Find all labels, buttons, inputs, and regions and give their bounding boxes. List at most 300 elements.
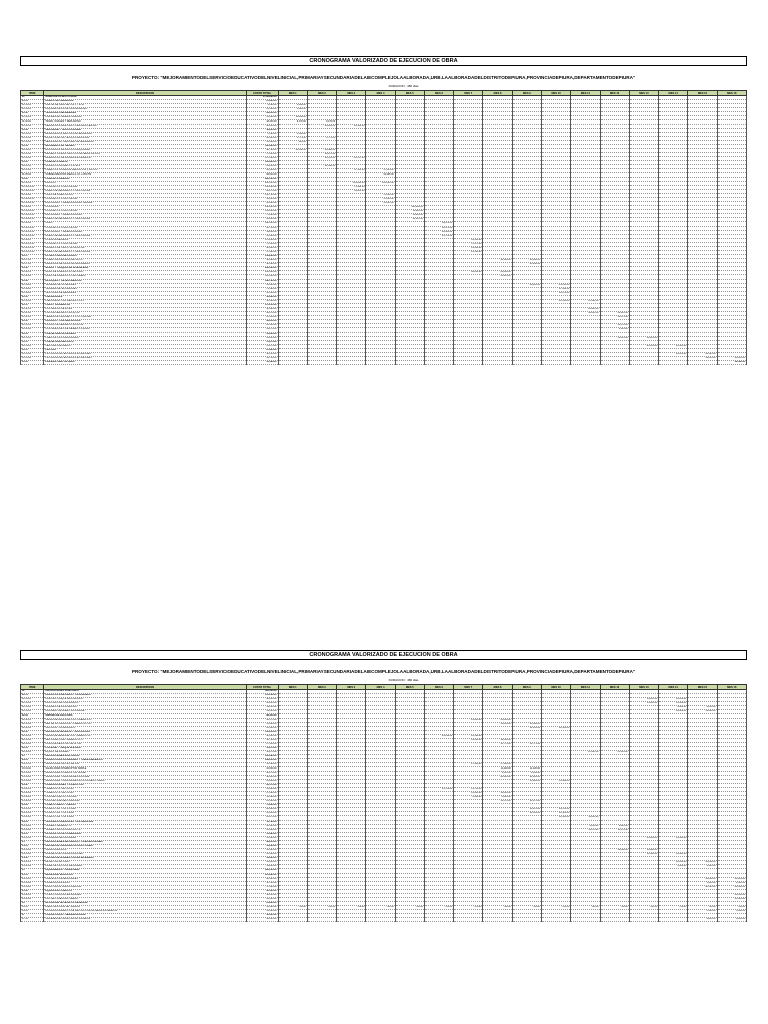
month-value-cell: 9,200.00 bbox=[688, 918, 717, 922]
item-code-cell: 01.01.01 bbox=[21, 104, 44, 108]
month-value-cell bbox=[424, 918, 453, 922]
month-value-cell: 45,727.00 bbox=[337, 157, 366, 161]
month-value-cell: 9,210.00 bbox=[571, 824, 600, 828]
total-cost-cell: 50,870.00 bbox=[246, 751, 278, 755]
total-cost-cell: 18,760.00 bbox=[246, 881, 278, 885]
month-value-cell: 29,930.00 bbox=[424, 230, 453, 234]
item-code-cell: 04.02.02 bbox=[21, 865, 44, 869]
month-value-cell: 13,440.00 bbox=[629, 702, 658, 706]
month-value-cell: 24,465.00 bbox=[512, 775, 541, 779]
item-code-cell: 01.12 bbox=[21, 320, 44, 324]
total-cost-cell: 984,530.00 bbox=[246, 177, 278, 181]
total-cost-cell: 22,840.00 bbox=[246, 767, 278, 771]
item-code-cell: 02.03.01 bbox=[21, 734, 44, 738]
description-cell: CIELORRASO CON MEZCLA C:A 1:5 bbox=[44, 299, 246, 303]
column-header: MES 5 bbox=[395, 685, 424, 690]
month-value-cell: 34,210.00 bbox=[688, 877, 717, 881]
month-value-cell bbox=[629, 361, 658, 365]
description-cell: PINTURA bbox=[44, 348, 246, 352]
column-header: MES 11 bbox=[571, 91, 600, 96]
item-code-cell: 01.06.04 bbox=[21, 222, 44, 226]
description-cell: ENCOFRADO Y DESENCOFRADO NORMAL bbox=[44, 202, 246, 206]
item-code-cell: 01.08 bbox=[21, 267, 44, 271]
item-code-cell: 01.06.02.01 bbox=[21, 197, 44, 201]
month-value-cell: 21,085.00 bbox=[454, 718, 483, 722]
total-cost-cell: 2,540,890.00 bbox=[246, 96, 278, 100]
description-cell: DETECTOR DE HUMO bbox=[44, 861, 246, 865]
description-cell: CONDUCTOR THW 6 MM2 bbox=[44, 816, 246, 820]
total-cost-cell: 51,270.00 bbox=[246, 344, 278, 348]
description-cell: SALIDAS PARA ALUMBRADO Y TOMACORRIENTES bbox=[44, 759, 246, 763]
month-value-cell: 780.00 bbox=[483, 906, 512, 910]
description-cell: SOBRECIMIENTOS MEZCLA 1:8 + 25% PM bbox=[44, 173, 246, 177]
month-value-cell: 71,190.00 bbox=[337, 185, 366, 189]
description-cell: TRABAJOS PRELIMINARES bbox=[44, 112, 246, 116]
total-cost-cell: 4,680.00 bbox=[246, 104, 278, 108]
description-cell: ACONDICIONAMIENTO DE DEPOSITO DE MATERIAL EXCEDENTE bbox=[44, 910, 246, 914]
item-code-cell: 05.01.03 bbox=[21, 885, 44, 889]
month-value-cell: 9,200.00 bbox=[717, 918, 746, 922]
column-header: MES 6 bbox=[424, 685, 453, 690]
month-value-cell bbox=[483, 918, 512, 922]
month-value-cell: 780.00 bbox=[278, 906, 307, 910]
description-cell: SEGURIDAD Y SALUD EN OBRA bbox=[44, 128, 246, 132]
month-value-cell bbox=[366, 918, 395, 922]
description-cell: CAJA DE PASE RECTANGULAR bbox=[44, 800, 246, 804]
item-code-cell: 01.06.04.03 bbox=[21, 234, 44, 238]
month-value-cell: 11,570.00 bbox=[512, 800, 541, 804]
item-code-cell: 01.08.02 bbox=[21, 275, 44, 279]
total-cost-cell: 25,800.00 bbox=[246, 100, 278, 104]
month-value-cell: 780.00 bbox=[571, 906, 600, 910]
month-value-cell: 1,320.00 bbox=[278, 108, 307, 112]
item-code-cell: 01.07.02 bbox=[21, 263, 44, 267]
month-value-cell: 49,380.00 bbox=[278, 149, 307, 153]
column-header: MES 11 bbox=[571, 685, 600, 690]
month-value-cell: 15,730.00 bbox=[454, 787, 483, 791]
description-cell: ENCOFRADO Y DESENCOFRADO bbox=[44, 214, 246, 218]
total-cost-cell: 96,380.00 bbox=[246, 259, 278, 263]
item-code-cell: 04.02 bbox=[21, 857, 44, 861]
month-value-cell: 25,435.00 bbox=[600, 751, 629, 755]
total-cost-cell: 31,390.00 bbox=[246, 836, 278, 840]
month-value-cell: 19,360.00 bbox=[483, 738, 512, 742]
month-value-cell: 11,635.00 bbox=[541, 816, 570, 820]
item-code-cell: 02.01.03 bbox=[21, 706, 44, 710]
month-value-cell bbox=[337, 918, 366, 922]
item-code-cell: 05.02.02 bbox=[21, 897, 44, 901]
item-code-cell: 06 bbox=[21, 902, 44, 906]
month-value-cell: 1,775.00 bbox=[278, 136, 307, 140]
column-header: MES 14 bbox=[659, 685, 688, 690]
month-value-cell: 24,465.00 bbox=[483, 775, 512, 779]
month-value-cell: 780.00 bbox=[512, 906, 541, 910]
description-cell: CANALIZACIONES Y CONDUCTOS bbox=[44, 783, 246, 787]
total-cost-cell: 39,710.00 bbox=[246, 357, 278, 361]
column-header: DESCRIPCION bbox=[44, 685, 246, 690]
description-cell: LIMPIEZA FINAL DE OBRA bbox=[44, 361, 246, 365]
month-value-cell: 780.00 bbox=[395, 906, 424, 910]
item-code-cell: 02.03.03 bbox=[21, 743, 44, 747]
item-code-cell: 06.02 bbox=[21, 910, 44, 914]
item-code-cell: 03.04.01 bbox=[21, 824, 44, 828]
item-code-cell: 01.10 bbox=[21, 295, 44, 299]
item-code-cell: 01.01 bbox=[21, 100, 44, 104]
month-value-cell bbox=[541, 361, 570, 365]
item-code-cell: 03.03.02 bbox=[21, 812, 44, 816]
description-cell: ACERO DE REFUERZO FY=4200 KG/CM2 bbox=[44, 189, 246, 193]
month-value-cell: 19,900.00 bbox=[688, 710, 717, 714]
item-code-cell: 04.01 bbox=[21, 844, 44, 848]
item-code-cell: 01.05 bbox=[21, 161, 44, 165]
description-cell: SALIDA PARA TOMACORRIENTE DOBLE bbox=[44, 775, 246, 779]
schedule-table bbox=[20, 90, 747, 365]
month-value-cell: 780.00 bbox=[688, 906, 717, 910]
total-cost-cell: 112,640.00 bbox=[246, 210, 278, 214]
column-header: MES 9 bbox=[512, 91, 541, 96]
total-cost-cell: 164,520.00 bbox=[246, 271, 278, 275]
month-value-cell: 29,415.00 bbox=[307, 124, 336, 128]
total-cost-cell: 23,140.00 bbox=[246, 800, 278, 804]
month-value-cell: 9,170.00 bbox=[307, 120, 336, 124]
description-cell: SOLADOS CONCRETO 1:12 E=4" bbox=[44, 165, 246, 169]
month-value-cell: 47,155.00 bbox=[337, 169, 366, 173]
table-body bbox=[21, 96, 747, 365]
description-cell: ZOCALO DE CERAMICO 30X30 CM bbox=[44, 324, 246, 328]
project-name: PROYECTO: "MEJORAMIENTODELSERVICIOEDUCATIVODELNIVELINICIAL,PRIMARIAYSECUNDARIADELAIECOMPLEJOLAALBORADA,URB.LAALBORADADELDISTRITODEPIURA,PROVINCIADEPIURA,DEPARTAMENTODEPIURA" bbox=[131, 669, 636, 674]
total-cost-cell: 48,920.00 bbox=[246, 246, 278, 250]
total-cost-cell: 42,380.00 bbox=[246, 299, 278, 303]
month-value-cell: 9,380.00 bbox=[717, 881, 746, 885]
total-cost-cell: 31,390.00 bbox=[246, 832, 278, 836]
item-code-cell: 01.06.05 bbox=[21, 238, 44, 242]
month-value-cell: 25,765.00 bbox=[424, 234, 453, 238]
item-code-cell: 01.06.01.02 bbox=[21, 189, 44, 193]
total-cost-cell: 41,760.00 bbox=[246, 820, 278, 824]
month-value-cell: 12,575.00 bbox=[600, 316, 629, 320]
total-cost-cell: 68,810.00 bbox=[246, 173, 278, 177]
item-code-cell: 01.08.01 bbox=[21, 271, 44, 275]
total-cost-cell: 46,480.00 bbox=[246, 263, 278, 267]
total-cost-cell: 92,470.00 bbox=[246, 312, 278, 316]
total-cost-cell: 50,870.00 bbox=[246, 747, 278, 751]
month-value-cell bbox=[366, 361, 395, 365]
month-value-cell: 780.00 bbox=[600, 906, 629, 910]
sheet-title: CRONOGRAMA VALORIZADO DE EJECUCION DE OBRA bbox=[20, 650, 747, 660]
description-cell: INSTALACIONES ELECTRICAS bbox=[44, 755, 246, 759]
column-header: MES 9 bbox=[512, 685, 541, 690]
month-value-cell: 24,460.00 bbox=[454, 246, 483, 250]
description-cell: CAJAS DE REGISTRO DE 12"X24" bbox=[44, 743, 246, 747]
item-code-cell: 02.02.03 bbox=[21, 726, 44, 730]
item-code-cell: 02.01.04 bbox=[21, 710, 44, 714]
item-code-cell: 01.09 bbox=[21, 279, 44, 283]
total-cost-cell: 74,190.00 bbox=[246, 287, 278, 291]
column-header: MES 12 bbox=[600, 91, 629, 96]
month-value-cell: 9,820.00 bbox=[688, 706, 717, 710]
month-value-cell: 48,640.00 bbox=[717, 893, 746, 897]
total-cost-cell: 38,240.00 bbox=[246, 698, 278, 702]
item-code-cell: 01.12.01 bbox=[21, 324, 44, 328]
description-cell: SALIDA PARA CENTRO DE LUZ bbox=[44, 763, 246, 767]
description-cell: ELABORACION DEL PLAN DE SEGURIDAD bbox=[44, 132, 246, 136]
item-code-cell: 01.15 bbox=[21, 348, 44, 352]
month-value-cell: 19,120.00 bbox=[629, 698, 658, 702]
month-value-cell: 43,210.00 bbox=[541, 283, 570, 287]
description-cell: ARTEFACTOS DE ILUMINACION bbox=[44, 832, 246, 836]
item-code-cell: 01.14 bbox=[21, 340, 44, 344]
description-cell: ESCRITORIOS PARA DOCENTES bbox=[44, 885, 246, 889]
month-value-cell: 47,155.00 bbox=[366, 169, 395, 173]
month-value-cell bbox=[600, 918, 629, 922]
month-value-cell: 48,190.00 bbox=[483, 259, 512, 263]
total-cost-cell: 18,400.00 bbox=[246, 914, 278, 918]
month-value-cell: 78,360.00 bbox=[366, 193, 395, 197]
description-cell: TABLERO DE DISTRIBUCION TD bbox=[44, 828, 246, 832]
item-code-cell: 02.04.01 bbox=[21, 751, 44, 755]
description-cell: MURO DE LADRILLO KK DE SOGA bbox=[44, 271, 246, 275]
month-value-cell: 27,180.00 bbox=[454, 763, 483, 767]
total-cost-cell: 64,830.00 bbox=[246, 336, 278, 340]
column-header: MES 4 bbox=[366, 91, 395, 96]
description-cell: CISTERNA Y TANQUE ELEVADO bbox=[44, 747, 246, 751]
month-value-cell: 15,630.00 bbox=[512, 722, 541, 726]
month-value-cell bbox=[307, 918, 336, 922]
total-cost-cell: 39,800.00 bbox=[246, 710, 278, 714]
description-cell: LOSAS ALIGERADAS bbox=[44, 238, 246, 242]
month-value-cell: 105,225.00 bbox=[366, 181, 395, 185]
description-cell: EQUIPO DE BOMBEO bbox=[44, 751, 246, 755]
total-cost-cell: 112,650.00 bbox=[246, 730, 278, 734]
month-value-cell: 13,695.00 bbox=[483, 791, 512, 795]
month-value-cell: 6,090.00 bbox=[454, 796, 483, 800]
item-code-cell: 01.13.01 bbox=[21, 336, 44, 340]
total-cost-cell: 12,270.00 bbox=[246, 328, 278, 332]
description-cell: CIELORRASOS bbox=[44, 295, 246, 299]
item-code-cell: 01.02.01 bbox=[21, 116, 44, 120]
description-cell: ENCOFRADO Y DESENCOFRADO bbox=[44, 230, 246, 234]
description-cell: RED COLECTORA TUBERIA PVC 4" bbox=[44, 738, 246, 742]
month-value-cell: 19,360.00 bbox=[454, 738, 483, 742]
total-cost-cell: 312,480.00 bbox=[246, 144, 278, 148]
item-code-cell: 01.03 bbox=[21, 128, 44, 132]
total-cost-cell: 103,910.00 bbox=[246, 275, 278, 279]
total-cost-cell: 98,640.00 bbox=[246, 840, 278, 844]
item-code-cell: 01.06.03.02 bbox=[21, 214, 44, 218]
description-cell: CAPACITACION Y SENSIBILIZACION bbox=[44, 914, 246, 918]
item-code-cell: 03.02.02 bbox=[21, 791, 44, 795]
month-value-cell: 3,500.00 bbox=[278, 132, 307, 136]
month-value-cell: 12,480.00 bbox=[278, 116, 307, 120]
total-cost-cell: 12,480.00 bbox=[246, 116, 278, 120]
description-cell: MITIGACION DE IMPACTO AMBIENTAL bbox=[44, 902, 246, 906]
month-value-cell: 13,695.00 bbox=[454, 791, 483, 795]
item-code-cell: 01.03.01 bbox=[21, 132, 44, 136]
month-value-cell: 19,855.00 bbox=[688, 357, 717, 361]
item-code-cell: 02.01.01 bbox=[21, 698, 44, 702]
month-value-cell: 6,190.00 bbox=[717, 910, 746, 914]
month-value-cell: 15,630.00 bbox=[483, 722, 512, 726]
total-cost-cell: 31,460.00 bbox=[246, 787, 278, 791]
description-cell: TRAZO, NIVELES Y REPLANTEO bbox=[44, 120, 246, 124]
total-cost-cell: 23,840.00 bbox=[246, 779, 278, 783]
month-value-cell: 19,900.00 bbox=[659, 710, 688, 714]
description-cell: CONCRETO SIMPLE bbox=[44, 161, 246, 165]
item-code-cell: 05.01 bbox=[21, 873, 44, 877]
month-value-cell: 25,635.00 bbox=[629, 344, 658, 348]
column-header: MES 2 bbox=[307, 91, 336, 96]
item-code-cell: 02.03.02 bbox=[21, 738, 44, 742]
item-code-cell: 01.05.02 bbox=[21, 169, 44, 173]
month-value-cell: 9,380.00 bbox=[688, 881, 717, 885]
description-cell: CONCRETO F'C=210 KG/CM2 bbox=[44, 242, 246, 246]
item-code-cell: 03.04.02 bbox=[21, 828, 44, 832]
month-value-cell: 15,730.00 bbox=[424, 787, 453, 791]
month-value-cell: 780.00 bbox=[366, 906, 395, 910]
item-code-cell: 03.02.01 bbox=[21, 787, 44, 791]
month-value-cell bbox=[307, 361, 336, 365]
month-value-cell: 12,455.00 bbox=[541, 726, 570, 730]
item-code-cell: 01.01.02 bbox=[21, 108, 44, 112]
month-value-cell: 9,135.00 bbox=[512, 771, 541, 775]
item-code-cell: 01.15.01 bbox=[21, 352, 44, 356]
item-code-cell: 01 bbox=[21, 96, 44, 100]
month-value-cell: 9,170.00 bbox=[278, 120, 307, 124]
month-value-cell: 18,590.00 bbox=[717, 885, 746, 889]
column-header: MES 7 bbox=[454, 91, 483, 96]
description-cell: ZOCALOS Y CONTRAZOCALOS bbox=[44, 320, 246, 324]
total-cost-cell: 124,360.00 bbox=[246, 873, 278, 877]
item-code-cell: 05.02 bbox=[21, 889, 44, 893]
description-cell: CONTRAPISO DE 48 MM bbox=[44, 308, 246, 312]
item-code-cell: 01.06.03.01 bbox=[21, 210, 44, 214]
description-cell: ACERO DE REFUERZO FY=4200 KG/CM2 bbox=[44, 250, 246, 254]
item-code-cell: 01.09.03 bbox=[21, 291, 44, 295]
total-cost-cell: 42,170.00 bbox=[246, 718, 278, 722]
month-value-cell bbox=[659, 361, 688, 365]
total-cost-cell: 12,380.00 bbox=[246, 910, 278, 914]
month-value-cell: 16,080.00 bbox=[600, 849, 629, 853]
description-cell: SALIDA PARA DATA bbox=[44, 849, 246, 853]
item-code-cell: 01.16 bbox=[21, 361, 44, 365]
month-value-cell: 780.00 bbox=[337, 906, 366, 910]
description-cell: OBRAS PROVISIONALES bbox=[44, 100, 246, 104]
month-value-cell: 6,135.00 bbox=[600, 328, 629, 332]
total-cost-cell: 22,840.00 bbox=[246, 165, 278, 169]
column-header: MES 13 bbox=[629, 685, 658, 690]
month-value-cell: 34,405.00 bbox=[366, 173, 395, 177]
item-code-cell: 03.05.01 bbox=[21, 836, 44, 840]
item-code-cell: 01.02.02 bbox=[21, 120, 44, 124]
item-code-cell: 05.02.01 bbox=[21, 893, 44, 897]
month-value-cell: 37,075.00 bbox=[454, 242, 483, 246]
total-cost-cell: 23,270.00 bbox=[246, 816, 278, 820]
total-cost-cell: 386,420.00 bbox=[246, 690, 278, 694]
month-value-cell: 4,680.00 bbox=[278, 104, 307, 108]
total-cost-cell: 54,360.00 bbox=[246, 763, 278, 767]
total-cost-cell: 170,260.00 bbox=[246, 238, 278, 242]
column-header: MES 15 bbox=[688, 685, 717, 690]
total-cost-cell: 94,310.00 bbox=[246, 169, 278, 173]
item-code-cell: 01.11.01 bbox=[21, 308, 44, 312]
month-value-cell: 48,190.00 bbox=[512, 259, 541, 263]
month-value-cell: 16,080.00 bbox=[629, 849, 658, 853]
description-cell: VIGAS DE CIMENTACION bbox=[44, 193, 246, 197]
column-header: MES 16 bbox=[717, 685, 746, 690]
description-cell: EQUIPAMIENTO Y MOBILIARIO bbox=[44, 869, 246, 873]
month-value-cell: 19,855.00 bbox=[717, 357, 746, 361]
sheet-title: CRONOGRAMA VALORIZADO DE EJECUCION DE OBRA bbox=[20, 56, 747, 66]
description-cell: PROYECTORES MULTIMEDIA bbox=[44, 897, 246, 901]
column-header: MES 10 bbox=[541, 685, 570, 690]
month-value-cell: 43,375.00 bbox=[424, 226, 453, 230]
total-cost-cell: 86,750.00 bbox=[246, 226, 278, 230]
description-cell: CIMIENTOS CORRIDOS MEZCLA 1:10 + 30% PG bbox=[44, 169, 246, 173]
total-cost-cell: 48,930.00 bbox=[246, 775, 278, 779]
item-code-cell: 01.11 bbox=[21, 303, 44, 307]
description-cell: RELLENO COMPACTADO CON MATERIAL PROPIO bbox=[44, 153, 246, 157]
total-cost-cell: 48,210.00 bbox=[246, 352, 278, 356]
item-code-cell: 01.14.01 bbox=[21, 344, 44, 348]
total-cost-cell: 38,150.00 bbox=[246, 291, 278, 295]
description-cell: VALVULAS Y ACCESORIOS bbox=[44, 726, 246, 730]
month-value-cell: 124,480.00 bbox=[395, 206, 424, 210]
item-code-cell: 02.04 bbox=[21, 747, 44, 751]
month-value-cell: 82,260.00 bbox=[483, 271, 512, 275]
total-cost-cell: 64,830.00 bbox=[246, 332, 278, 336]
description-cell: SALIDA PARA TOMACORRIENTE CON LINEA A TIERRA bbox=[44, 779, 246, 783]
month-value-cell: 6,090.00 bbox=[483, 796, 512, 800]
description-cell: TUBERIA PVC SAP 25 MM bbox=[44, 791, 246, 795]
total-cost-cell: 47,190.00 bbox=[246, 250, 278, 254]
total-cost-cell: 28,940.00 bbox=[246, 808, 278, 812]
item-code-cell: 01.06.05.02 bbox=[21, 246, 44, 250]
month-value-cell: 14,470.00 bbox=[512, 808, 541, 812]
item-code-cell: 01.13 bbox=[21, 332, 44, 336]
total-cost-cell: 25,150.00 bbox=[246, 316, 278, 320]
month-value-cell: 12,480.00 bbox=[717, 361, 746, 365]
month-value-cell: 23,190.00 bbox=[424, 734, 453, 738]
schedule-sheet-2 bbox=[20, 650, 747, 922]
column-header: MES 13 bbox=[629, 91, 658, 96]
description-cell: CONTRAZOCALO DE CEMENTO PULIDO bbox=[44, 328, 246, 332]
description-cell: CONCRETO F'C=210 KG/CM2 bbox=[44, 185, 246, 189]
month-value-cell: 11,635.00 bbox=[571, 816, 600, 820]
description-cell: PANEL DE CONTROL DE ALARMA bbox=[44, 865, 246, 869]
description-cell: COMPUTADORAS PERSONALES bbox=[44, 893, 246, 897]
month-value-cell: 11,670.00 bbox=[571, 828, 600, 832]
description-cell: SALIDA DE AGUA FRIA CON TUBERIA PVC bbox=[44, 718, 246, 722]
description-cell: SALIDA PARA INTERRUPTOR DOBLE bbox=[44, 771, 246, 775]
item-code-cell: 03.02.04 bbox=[21, 800, 44, 804]
description-cell: CONDUCTORES Y CABLES bbox=[44, 804, 246, 808]
total-cost-cell: 14,320.00 bbox=[246, 140, 278, 144]
total-cost-cell: 18,270.00 bbox=[246, 771, 278, 775]
month-value-cell: 31,515.00 bbox=[395, 218, 424, 222]
item-code-cell: 01.03.03 bbox=[21, 140, 44, 144]
item-code-cell: 01.06.04.02 bbox=[21, 230, 44, 234]
total-cost-cell: 21,120.00 bbox=[246, 108, 278, 112]
description-cell: SISTEMA DE CABLEADO ESTRUCTURADO bbox=[44, 844, 246, 848]
description-cell: VIGAS bbox=[44, 222, 246, 226]
item-code-cell: 03.01.03 bbox=[21, 771, 44, 775]
total-cost-cell: 46,220.00 bbox=[246, 128, 278, 132]
item-code-cell: 01.06.04.01 bbox=[21, 226, 44, 230]
column-header: MES 10 bbox=[541, 91, 570, 96]
description-cell: TUBERIA PVC SAP 20 MM bbox=[44, 787, 246, 791]
month-value-cell: 25,635.00 bbox=[659, 344, 688, 348]
total-cost-cell: 412,380.00 bbox=[246, 755, 278, 759]
